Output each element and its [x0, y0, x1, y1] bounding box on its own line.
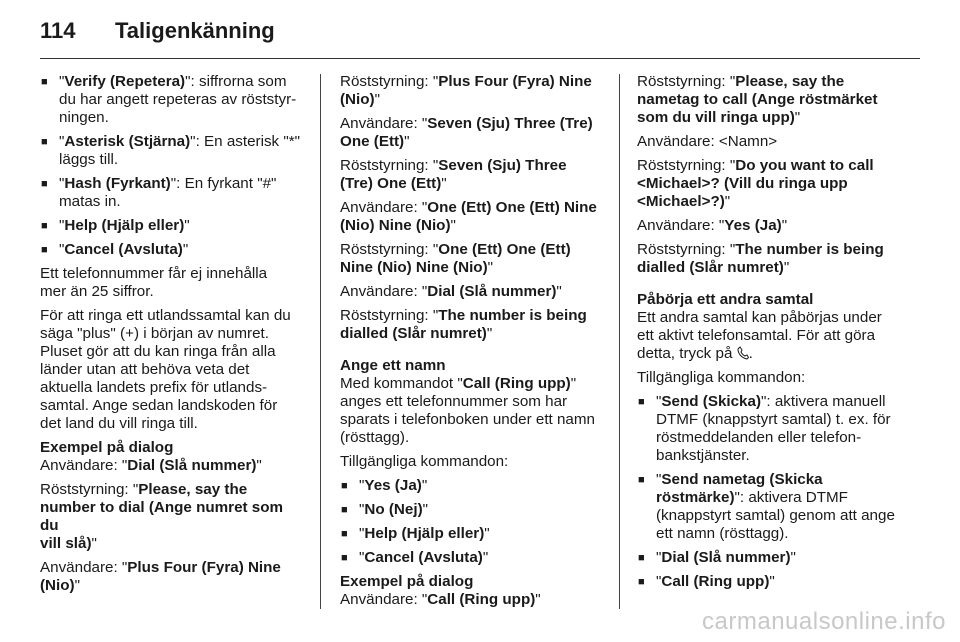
- paragraph: Tillgängliga kommandon:: [637, 369, 806, 386]
- section-heading: Exempel på dialog: [340, 573, 474, 590]
- dialog-line: Röststyrning: "Do you want to call <Michael>? (Vill du ringa upp <Michael>?)": [637, 157, 874, 210]
- dialog-line: Användare: "One (Ett) One (Ett) Nine (Nio) Nine (Nio)": [340, 199, 597, 234]
- command-list: [340, 477, 610, 567]
- section-heading: Exempel på dialog: [40, 439, 174, 456]
- dialog-line: Användare: "Dial (Slå nummer)": [340, 283, 562, 300]
- page-number: 114: [40, 18, 76, 43]
- dialog-line: Användare: <Namn>: [637, 133, 778, 150]
- list-item: ■ "Verify (Repetera)": siffrorna som du har angett repeteras av röststyr- ningen.: [40, 73, 305, 127]
- column-2: [340, 73, 610, 609]
- dialog-line: Användare: "Yes (Ja)": [637, 217, 788, 234]
- list-item: ■ "Send nametag (Skicka röstmärke)": aktivera DTMF (knappstyrt samtal) genom att ange ett namn (rösttagg).: [637, 471, 912, 543]
- phone-handset-icon: [737, 345, 749, 362]
- dialog-line: Röststyrning: "The number is being dialled (Slår numret)": [637, 241, 884, 276]
- paragraph: Ett andra samtal kan påbörjas under ett aktivt telefonsamtal. För att göra detta, tryck på .: [637, 309, 882, 362]
- section-heading: Ange ett namn: [340, 357, 446, 374]
- list-item: ■ "Yes (Ja)": [340, 477, 610, 495]
- command-list: [40, 73, 305, 259]
- list-item: ■ "Help (Hjälp eller)": [40, 217, 305, 235]
- dialog-line: Röststyrning: "Seven (Sju) Three (Tre) One (Ett)": [340, 157, 567, 192]
- list-item: ■ "Cancel (Avsluta)": [340, 549, 610, 567]
- paragraph: För att ringa ett utlandssamtal kan du säga "plus" (+) i början av numret. Pluset gör att du kan ringa från alla länder utan att behöva veta det aktuella landets prefix för utlands- samtal. Ange sedan landskoden för det land du vill ringa till.: [40, 307, 291, 432]
- list-item: ■ "Hash (Fyrkant)": En fyrkant "#" matas in.: [40, 175, 305, 211]
- list-item: ■ "Cancel (Avsluta)": [40, 241, 305, 259]
- column-3: [637, 73, 912, 597]
- column-divider-2: [619, 74, 620, 609]
- dialog-line: Röststyrning: "Please, say the nametag to call (Ange röstmärket som du vill ringa upp)": [637, 73, 878, 126]
- paragraph: Ett telefonnummer får ej innehålla mer än 25 siffror.: [40, 265, 268, 300]
- dialog-line: Röststyrning: "The number is being dialled (Slår numret)": [340, 307, 587, 342]
- dialog-line: Röststyrning: "One (Ett) One (Ett) Nine (Nio) Nine (Nio)": [340, 241, 571, 276]
- list-item: ■ "Asterisk (Stjärna)": En asterisk "*" läggs till.: [40, 133, 305, 169]
- column-divider-1: [320, 74, 321, 609]
- dialog-line: Röststyrning: "Plus Four (Fyra) Nine (Nio)": [340, 73, 592, 108]
- dialog-line: Användare: "Dial (Slå nummer)": [40, 457, 262, 474]
- dialog-line: Användare: "Seven (Sju) Three (Tre) One (Ett)": [340, 115, 593, 150]
- column-1: [40, 73, 305, 601]
- command-list: [637, 393, 912, 591]
- paragraph: Med kommandot "Call (Ring upp)" anges ett telefonnummer som har sparats i telefonboken under ett namn (rösttagg).: [340, 375, 595, 446]
- paragraph: Tillgängliga kommandon:: [340, 453, 509, 470]
- watermark-logo: carmanualsonline.info: [702, 608, 946, 635]
- dialog-line: Användare: "Call (Ring upp)": [340, 591, 541, 608]
- list-item: ■ "Send (Skicka)": aktivera manuell DTMF (knappstyrt samtal) t. ex. för röstmeddelanden eller telefon- bankstjänster.: [637, 393, 912, 465]
- list-item: ■ "No (Nej)": [340, 501, 610, 519]
- list-item: ■ "Call (Ring upp)": [637, 573, 912, 591]
- list-item: ■ "Dial (Slå nummer)": [637, 549, 912, 567]
- list-item: ■ "Help (Hjälp eller)": [340, 525, 610, 543]
- dialog-line: Röststyrning: "Please, say the number to dial (Ange numret som du vill slå)": [40, 481, 284, 552]
- section-heading: Påbörja ett andra samtal: [637, 291, 814, 308]
- header-divider: [40, 58, 920, 59]
- dialog-line: Användare: "Plus Four (Fyra) Nine (Nio)": [40, 559, 281, 594]
- page-title: Taligenkänning: [115, 18, 275, 43]
